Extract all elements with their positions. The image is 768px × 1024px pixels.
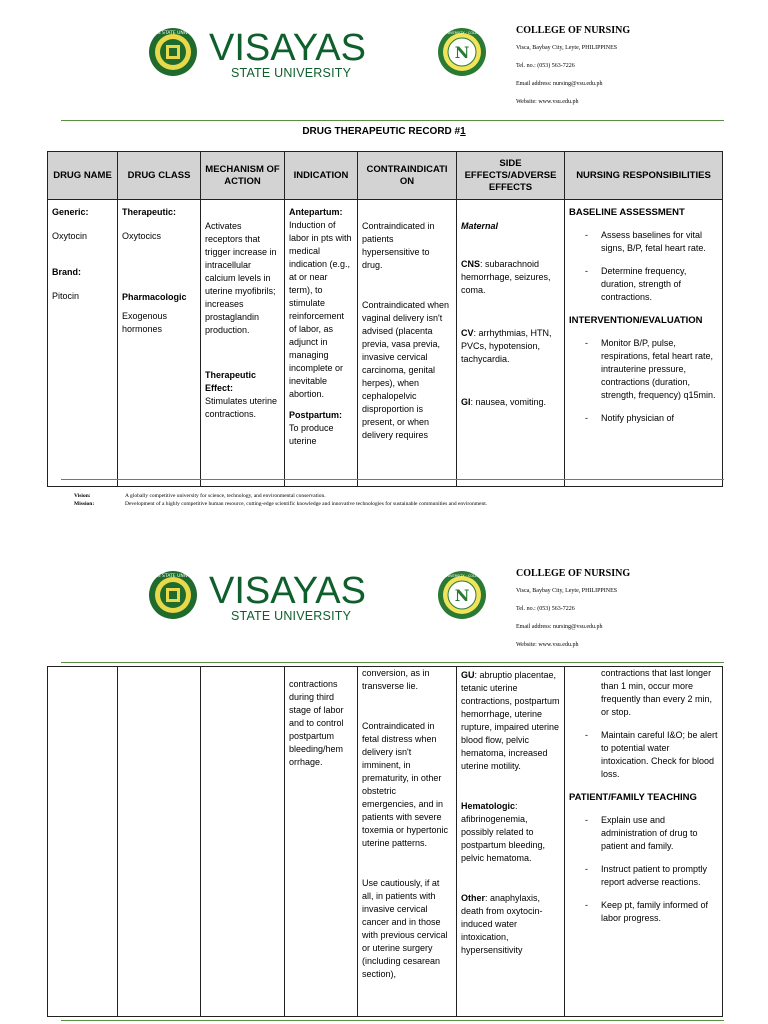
contraindication-3: Contraindicated in fetal distress when delivery isn't imminent, in prematurity, in other obstetric emergencies, and in patients with severe toxemia or hypertonic uterine patterns. — [362, 721, 449, 848]
header-nursing: NURSING RESPONSIBILITIES — [565, 152, 723, 200]
cell-side-effects — [457, 200, 565, 487]
logo-text: VISAYAS — [209, 570, 366, 612]
cell-contraindication-cont — [358, 667, 457, 1017]
side-effect-cv: CV: arrhythmias, HTN, PVCs, hypotension, tachycardia. — [461, 328, 552, 364]
therapeutic-effect-label: Therapeutic Effect: — [205, 370, 257, 393]
list-item: - Determine frequency, duration, strength of contractions. — [585, 266, 687, 302]
cell-mechanism — [201, 200, 285, 487]
intervention-continued: contractions that last longer than 1 min, occur more frequently than every 2 min, or stop. — [601, 668, 713, 717]
vsu-seal-logo — [142, 570, 204, 620]
postpartum-text: To produce uterine — [289, 423, 334, 446]
cell-side-effects-cont — [457, 667, 565, 1017]
contact-block — [516, 25, 630, 117]
contraindication-2: Contraindicated when vaginal delivery isn't advised (placenta previa, vasa previa, invasive cervical carcinoma, genital herpes), when cephalopelvic disproportion is present, or when delivery requires — [362, 300, 450, 440]
list-item: - Assess baselines for vital signs, B/P, fetal heart rate. — [585, 230, 706, 253]
therapeutic-class: Oxytocics — [122, 231, 162, 241]
seal-right-lettering: VISAYAS STATE UNIVERSITY · COLLEGE OF NURSING — [416, 31, 508, 35]
seal-right-letters: N — [454, 586, 470, 605]
telephone: Tel. no.: (053) 563-7226 — [516, 63, 575, 69]
address: Visca, Baybay City, Leyte, PHILIPPINES — [516, 45, 618, 51]
list-item: - Monitor B/P, pulse, respirations, fetal heart rate, intrauterine pressure, contractions (duration, strength, frequency) q15min. — [585, 338, 716, 400]
drug-table-continued — [47, 666, 723, 1017]
contraindication-4: Use cautiously, if at all, in patients with invasive cervical cancer and in those with previous cervical or uterine surgery (including cesarean section), — [362, 878, 448, 979]
seal-left-lettering: VISAYAS STATE UNIVERSITY — [142, 574, 204, 579]
cell-drug-name-cont — [48, 667, 118, 1017]
cell-contraindication — [358, 200, 457, 487]
website: Website: www.vsu.edu.ph — [516, 642, 579, 648]
side-effect-hematologic: Hematologic: afibrinogenemia, possibly related to postpartum bleeding, pelvic hematoma. — [461, 801, 546, 863]
mission-text: Development of a highly competitive human resource, cutting-edge scientific knowledge and innovative technologies for sustainable communities and environment. — [125, 501, 488, 507]
generic-name: Oxytocin — [52, 231, 88, 241]
list-item: - Notify physician of — [585, 413, 675, 423]
therapeutic-effect: Stimulates uterine contractions. — [205, 396, 278, 419]
header-rule — [61, 662, 724, 663]
vsu-seal-logo — [142, 27, 204, 77]
list-item: - Explain use and administration of drug to patient and family. — [585, 815, 698, 851]
maternal-label: Maternal — [461, 221, 499, 231]
intervention-list-cont — [569, 729, 718, 781]
teaching-list — [569, 814, 718, 925]
header-indication: INDICATION — [285, 152, 358, 200]
pharmacologic-label: Pharmacologic — [122, 292, 187, 302]
college-of-nursing-seal — [416, 27, 508, 77]
document-title — [0, 126, 768, 137]
teaching-heading: PATIENT/FAMILY TEACHING — [569, 792, 697, 803]
cell-nursing — [565, 200, 723, 487]
seal-right-lettering: VISAYAS STATE UNIVERSITY · COLLEGE OF NURSING — [416, 574, 508, 578]
baseline-heading: BASELINE ASSESSMENT — [569, 207, 685, 218]
header-mechanism: MECHANISM OF ACTION — [201, 152, 285, 200]
email: Email address: nursing@vsu.edu.ph — [516, 624, 603, 630]
antepartum-label: Antepartum: — [289, 207, 343, 217]
cell-indication-cont — [285, 667, 358, 1017]
side-effect-gu: GU: abruptio placentae, tetanic uterine contractions, postpartum hemorrhage, uterine rupture, impaired uterine blood flow, pelvic hematoma, increased uterine motility. — [461, 670, 560, 771]
postpartum-text-cont: contractions during third stage of labor and to control postpartum bleeding/hem orrhage. — [289, 679, 344, 767]
list-item: - Maintain careful I&O; be alert to potential water intoxication. Check for blood loss. — [585, 730, 718, 779]
header-rule — [61, 120, 724, 121]
side-effect-cns: CNS: subarachnoid hemorrhage, seizures, coma. — [461, 259, 551, 295]
college-of-nursing-seal — [416, 570, 508, 620]
vsu-wordmark — [209, 29, 366, 80]
mission-label: Mission: — [74, 501, 95, 507]
cell-drug-name — [48, 200, 118, 487]
drug-table — [47, 151, 723, 487]
college-name: COLLEGE OF NURSING — [516, 25, 631, 36]
vsu-wordmark — [209, 572, 366, 623]
record-number: 1 — [460, 126, 466, 137]
logo-subtext: STATE UNIVERSITY — [231, 66, 352, 80]
logo-subtext: STATE UNIVERSITY — [231, 609, 352, 623]
email: Email address: nursing@vsu.edu.ph — [516, 81, 603, 87]
cell-nursing-cont — [565, 667, 723, 1017]
header-contraindication: CONTRAINDICATI ON — [358, 152, 457, 200]
vision-mission-footer — [74, 492, 487, 508]
brand-label: Brand: — [52, 267, 81, 277]
header-drug-class: DRUG CLASS — [118, 152, 201, 200]
therapeutic-label: Therapeutic: — [122, 207, 177, 217]
baseline-list — [569, 229, 718, 304]
telephone: Tel. no.: (053) 563-7226 — [516, 606, 575, 612]
antepartum-text: Induction of labor in pts with medical indication (e.g., at or near term), to stimulate reinforcement of labor, as adjunct in managing incomplete or inevitable abortion. — [289, 220, 352, 399]
seal-right-letters: N — [454, 43, 470, 62]
generic-label: Generic: — [52, 207, 89, 217]
contraindication-2-cont: conversion, as in transverse lie. — [362, 668, 430, 691]
intervention-list — [569, 337, 718, 425]
page1-bottom-rule — [61, 479, 724, 480]
side-effect-gi: GI: nausea, vomiting. — [461, 397, 547, 407]
address: Visca, Baybay City, Leyte, PHILIPPINES — [516, 588, 618, 594]
contact-block — [516, 568, 630, 660]
postpartum-label: Postpartum: — [289, 410, 343, 420]
cell-mechanism-cont — [201, 667, 285, 1017]
website: Website: www.vsu.edu.ph — [516, 99, 579, 105]
document-title-text: DRUG THERAPEUTIC RECORD # — [302, 126, 461, 137]
page2-bottom-rule — [61, 1020, 724, 1021]
cell-drug-class-cont — [118, 667, 201, 1017]
vision-text: A globally competitive university for science, technology, and environmental conservation. — [125, 493, 326, 499]
brand-name: Pitocin — [52, 291, 80, 301]
header-side-effects: SIDE EFFECTS/ADVERSE EFFECTS — [457, 152, 565, 200]
pharmacologic-class: Exogenous hormones — [122, 311, 168, 334]
contraindication-1: Contraindicated in patients hypersensitive to drug. — [362, 221, 435, 270]
side-effect-other: Other: anaphylaxis, death from oxytocin-induced water intoxication, hypersensitivity — [461, 893, 543, 955]
logo-text: VISAYAS — [209, 27, 366, 69]
list-item: - Instruct patient to promptly report adverse reactions. — [585, 864, 708, 887]
list-item: - Keep pt, family informed of labor progress. — [585, 900, 709, 923]
mechanism-text: Activates receptors that trigger increase in intracellular calcium levels in uterine myofibrils; increases prostaglandin production. — [205, 221, 277, 335]
cell-indication — [285, 200, 358, 487]
intervention-heading: INTERVENTION/EVALUATION — [569, 315, 703, 326]
cell-drug-class — [118, 200, 201, 487]
seal-left-lettering: VISAYAS STATE UNIVERSITY — [142, 31, 204, 36]
vision-label: Vision: — [74, 493, 91, 499]
header-drug-name: DRUG NAME — [48, 152, 118, 200]
college-name: COLLEGE OF NURSING — [516, 568, 631, 579]
